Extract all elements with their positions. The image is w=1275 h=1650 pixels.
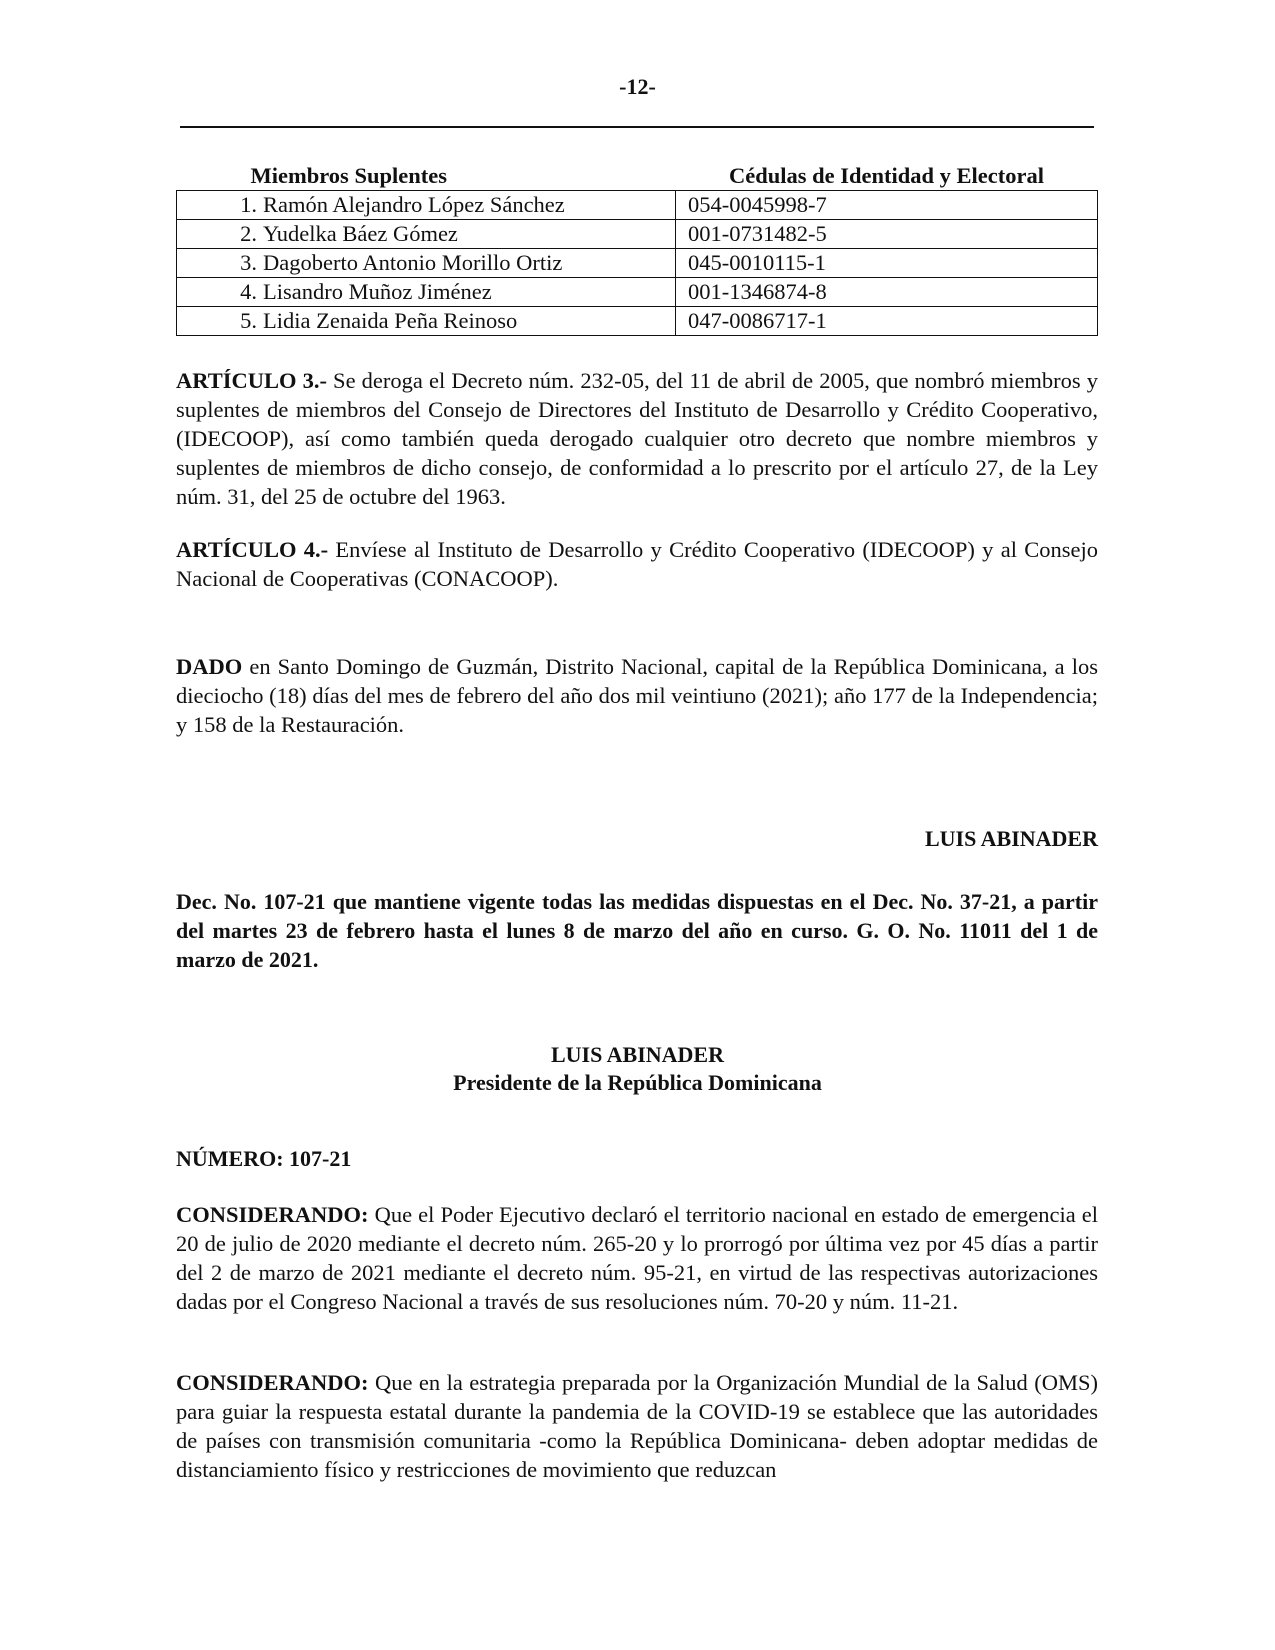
- row-number: 1.: [240, 192, 257, 217]
- member-name: Lidia Zenaida Peña Reinoso: [263, 308, 518, 333]
- articulo-3-paragraph: [176, 366, 1098, 511]
- dado-label: DADO: [176, 654, 243, 679]
- decree-author-title: Presidente de la República Dominicana: [453, 1070, 822, 1095]
- member-name: Lisandro Muñoz Jiménez: [263, 279, 492, 304]
- considerando-1-label: CONSIDERANDO:: [176, 1202, 369, 1227]
- articulo-4-text: Envíese al Instituto de Desarrollo y Crédito Cooperativo (IDECOOP) y al Consejo Nacional de Cooperativas (CONACOOP).: [176, 537, 1098, 591]
- articulo-4-paragraph: [176, 535, 1098, 593]
- table-row: [177, 220, 1098, 249]
- table-row: [177, 191, 1098, 220]
- table-header-row: [177, 160, 1098, 191]
- table-row: [177, 307, 1098, 336]
- articulo-4-label: ARTÍCULO 4.-: [176, 537, 329, 562]
- member-id: 001-1346874-8: [676, 278, 1098, 307]
- member-id: 045-0010115-1: [676, 249, 1098, 278]
- dado-text: en Santo Domingo de Guzmán, Distrito Nacional, capital de la República Dominicana, a los dieciocho (18) días del mes de febrero del año dos mil veintiuno (2021); año 177 de la Independencia; y 158 de la Restauración.: [176, 654, 1098, 737]
- considerando-1-text: Que el Poder Ejecutivo declaró el territorio nacional en estado de emergencia el 20 de julio de 2020 mediante el decreto núm. 265-20 y lo prorrogó por última vez por 45 días a partir del 2 de marzo de 2021 mediante el decreto núm. 95-21, en virtud de las respectivas autorizaciones dadas por el Congreso Nacional a través de sus resoluciones núm. 70-20 y núm. 11-21.: [176, 1202, 1098, 1314]
- column-header-id: Cédulas de Identidad y Electoral: [728, 163, 1045, 188]
- considerando-2-label: CONSIDERANDO:: [176, 1370, 369, 1395]
- header-rule: [180, 126, 1094, 128]
- member-name-cell: [177, 249, 676, 278]
- articulo-3-label: ARTÍCULO 3.-: [176, 368, 327, 393]
- members-table: [176, 160, 1098, 336]
- decree-author-name: LUIS ABINADER: [551, 1042, 724, 1067]
- signature-name: LUIS ABINADER: [925, 826, 1098, 851]
- member-name-cell: [177, 278, 676, 307]
- decree-summary: Dec. No. 107-21 que mantiene vigente todas las medidas dispuestas en el Dec. No. 37-21, a partir del martes 23 de febrero hasta el lunes 8 de marzo del año en curso. G. O. No. 11011 del 1 de marzo de 2021.: [176, 889, 1098, 972]
- row-number: 2.: [240, 221, 257, 246]
- member-name: Dagoberto Antonio Morillo Ortiz: [263, 250, 563, 275]
- table-row: [177, 249, 1098, 278]
- considerando-1-paragraph: [176, 1200, 1098, 1316]
- member-id: 047-0086717-1: [676, 307, 1098, 336]
- member-name: Yudelka Báez Gómez: [263, 221, 458, 246]
- page-number: -12-: [619, 74, 656, 99]
- member-name-cell: [177, 220, 676, 249]
- articulo-3-text: Se deroga el Decreto núm. 232-05, del 11 de abril de 2005, que nombró miembros y suplentes de miembros del Consejo de Directores del Instituto de Desarrollo y Crédito Cooperativo, (IDECOOP), así como también queda derogado cualquier otro decreto que nombre miembros y suplentes de miembros de dicho consejo, de conformidad a lo prescrito por el artículo 27, de la Ley núm. 31, del 25 de octubre del 1963.: [176, 368, 1098, 509]
- row-number: 4.: [240, 279, 257, 304]
- decree-number: NÚMERO: 107-21: [176, 1146, 352, 1171]
- table-row: [177, 278, 1098, 307]
- member-name-cell: [177, 191, 676, 220]
- column-header-name: Miembros Suplentes: [250, 163, 447, 188]
- considerando-2-paragraph: [176, 1368, 1098, 1484]
- member-name-cell: [177, 307, 676, 336]
- member-name: Ramón Alejandro López Sánchez: [263, 192, 565, 217]
- member-id: 054-0045998-7: [676, 191, 1098, 220]
- member-id: 001-0731482-5: [676, 220, 1098, 249]
- row-number: 5.: [240, 308, 257, 333]
- considerando-2-text: Que en la estrategia preparada por la Organización Mundial de la Salud (OMS) para guiar la respuesta estatal durante la pandemia de la COVID-19 se establece que las autoridades de países con transmisión comunitaria -como la República Dominicana- deben adoptar medidas de distanciamiento físico y restricciones de movimiento que reduzcan: [176, 1370, 1098, 1482]
- dado-paragraph: [176, 652, 1098, 739]
- row-number: 3.: [240, 250, 257, 275]
